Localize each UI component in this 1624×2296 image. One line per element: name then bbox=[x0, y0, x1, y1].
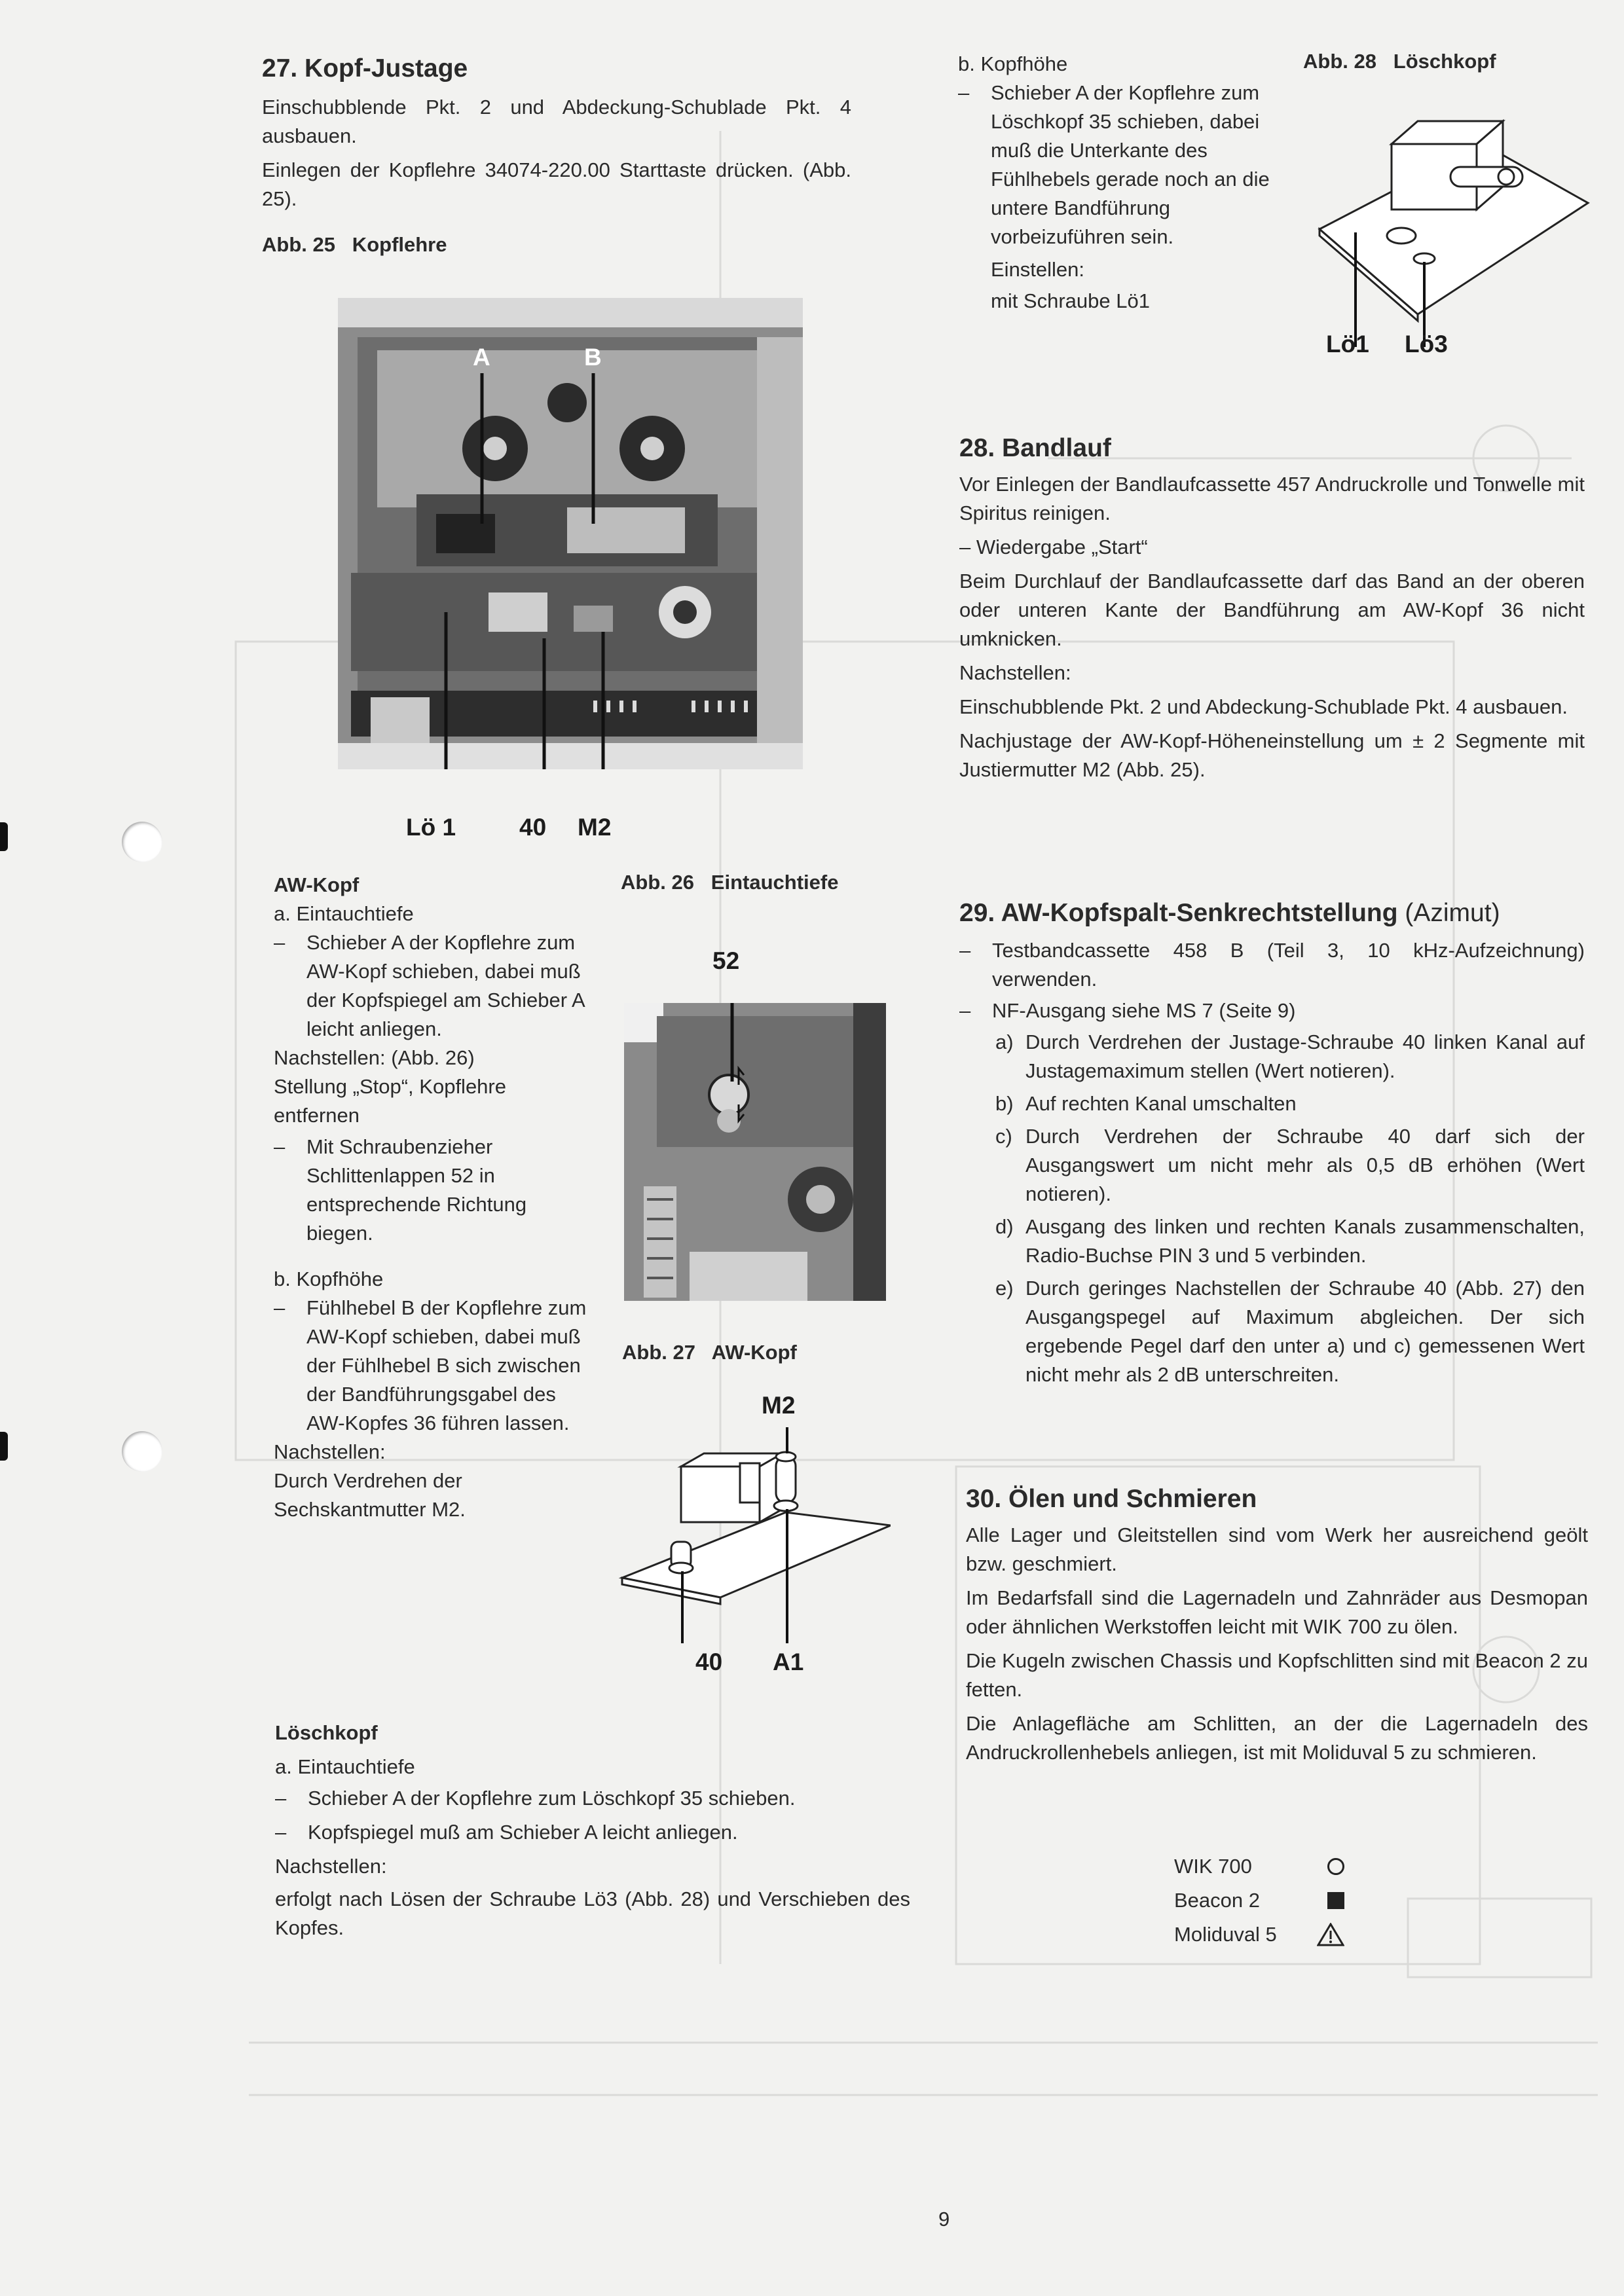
section-29-title-suffix: (Azimut) bbox=[1405, 899, 1500, 927]
section-28-paragraph-1: Vor Einlegen der Bandlaufcassette 457 Andruckrolle und Tonwelle mit Spiritus reinigen. bbox=[959, 473, 1585, 524]
section-30 bbox=[966, 1483, 1588, 1772]
section-30-paragraph-3: Die Kugeln zwischen Chassis und Kopfschlitten sind mit Beacon 2 zu fetten. bbox=[966, 1649, 1588, 1701]
section-27 bbox=[262, 52, 851, 257]
section-27-paragraph-1: Einschubblende Pkt. 2 und Abdeckung-Schublade Pkt. 4 ausbauen. bbox=[262, 96, 851, 147]
aw-kopf-a-item-1: Schieber A der Kopflehre zum AW-Kopf schieben, dabei muß der Kopfspiegel am Schieber A leicht anliegen. bbox=[306, 931, 584, 1040]
legend-label-beacon2: Beacon 2 bbox=[1174, 1889, 1260, 1912]
punch-hole-top bbox=[122, 822, 162, 862]
loeschkopf-text: erfolgt nach Lösen der Schraube Lö3 (Abb. 28) und Verschieben des Kopfes. bbox=[275, 1887, 910, 1939]
section-30-paragraph-1: Alle Lager und Gleitstellen sind vom Werk her ausreichend geölt bzw. geschmiert. bbox=[966, 1523, 1588, 1575]
right-kopfhoehe-label: b. Kopfhöhe bbox=[958, 52, 1068, 75]
section-29-item-a: Durch Verdrehen der Justage-Schraube 40 linken Kanal auf Justagemaximum stellen (Wert notieren). bbox=[1025, 1030, 1585, 1082]
section-29-dash-2: NF-Ausgang siehe MS 7 (Seite 9) bbox=[992, 999, 1296, 1022]
figure-25-label-lo1: Lö 1 bbox=[406, 814, 456, 841]
section-30-title: 30. Ölen und Schmieren bbox=[966, 1485, 1257, 1513]
figure-27-drawing bbox=[616, 1427, 891, 1663]
figure-25-label-40: 40 bbox=[519, 814, 547, 841]
figure-26-label-52: 52 bbox=[712, 947, 740, 974]
figure-25-caption: Abb. 25 Kopflehre bbox=[262, 233, 447, 256]
section-29-item-b: Auf rechten Kanal umschalten bbox=[1025, 1092, 1297, 1115]
figure-26-caption: Abb. 26 Eintauchtiefe bbox=[621, 871, 839, 894]
section-27-paragraph-2: Einlegen der Kopflehre 34074-220.00 Starttaste drücken. (Abb. 25). bbox=[262, 158, 851, 210]
figure-28-label-lo1: Lö1 bbox=[1326, 331, 1369, 357]
aw-kopf-b-text: Durch Verdrehen der Sechskantmutter M2. bbox=[274, 1469, 466, 1521]
aw-kopf-heading: AW-Kopf bbox=[274, 873, 360, 896]
section-29-item-d: Ausgang des linken und rechten Kanals zusammenschalten, Radio-Buchse PIN 3 und 5 verbinden. bbox=[1025, 1215, 1585, 1267]
figure-27-label-40: 40 bbox=[695, 1649, 723, 1675]
section-30-paragraph-4: Die Anlagefläche am Schlitten, an der die Lagernadeln des Andruckrollenhebels anliegen, ist mit Moliduval 5 zu schmieren. bbox=[966, 1712, 1588, 1764]
section-29-item-c: Durch Verdrehen der Schraube 40 darf sich der Ausgangswert um nicht mehr als 0,5 dB erhöhen (Wert notieren). bbox=[1025, 1125, 1585, 1205]
loeschkopf-item-1: Schieber A der Kopflehre zum Löschkopf 35 schieben. bbox=[308, 1787, 796, 1810]
aw-kopf-a-adjust: Nachstellen: (Abb. 26) bbox=[274, 1046, 475, 1069]
binder-mark-bottom bbox=[0, 1432, 8, 1461]
aw-kopf-b-label: b. Kopfhöhe bbox=[274, 1267, 384, 1290]
square-icon bbox=[1327, 1892, 1344, 1909]
right-kopfhoehe: b. Kopfhöhe – Schieber A der Kopflehre zum Löschkopf 35 schieben, dabei muß die Unterkante des Fühlhebels gerade noch an die untere Bandführung vorbeizuführen sein. Einstellen: mit Schraube Lö1 bbox=[958, 50, 1279, 316]
loeschkopf-a-label: a. Eintauchtiefe bbox=[275, 1755, 415, 1778]
figure-25-label-a: A bbox=[473, 344, 490, 371]
aw-kopf-a-stop: Stellung „Stop“, Kopflehre entfernen bbox=[274, 1075, 506, 1127]
figure-25-label-m2: M2 bbox=[578, 814, 612, 841]
aw-kopf-section: AW-Kopf a. Eintauchtiefe – Schieber A der Kopflehre zum AW-Kopf schieben, dabei muß der Kopfspiegel am Schieber A leicht anliegen. Nachstellen: (Abb. 26) Stellung „Stop“, Kopflehre entfernen – Mit Schraubenzieher Schlittenlappen 52 in entsprechende Richtung biegen. b. Kopfhöhe – Fühlhebel B der Kopflehre zum AW-Kopf schieben, dabei muß der Fühlhebel B sich zwischen der Bandführungsgabel des AW-Kopfes 36 führen lassen. Nachstellen: Durch Verdrehen der Sechskantmutter M2. bbox=[274, 871, 588, 1524]
section-28-paragraph-4: Nachstellen: bbox=[959, 661, 1071, 684]
aw-kopf-b-adjust: Nachstellen: bbox=[274, 1440, 386, 1463]
right-kopfhoehe-adjust-text: mit Schraube Lö1 bbox=[991, 289, 1150, 312]
section-30-paragraph-2: Im Bedarfsfall sind die Lagernadeln und Zahnräder aus Desmopan oder ähnlichen Werkstoffen leicht mit WIK 700 zu ölen. bbox=[966, 1586, 1588, 1638]
section-29: 29. AW-Kopfspalt-Senkrechtstellung (Azimut) – Testbandcassette 458 B (Teil 3, 10 kHz-Aufzeichnung) verwenden. – NF-Ausgang siehe MS 7 (Seite 9) a) Durch Verdrehen der Justage-Schraube 40 linken Kanal auf Justagemaximum stellen (Wert notieren). b) Auf rechten Kanal umschalten c) Durch Verdrehen der Schraube 40 darf sich der Ausgangswert um nicht mehr als 0,5 dB erhöhen (Wert notieren). d) Ausgang des linken und rechten Kanals zusammenschalten, Radio-Buchse PIN 3 und 5 verbinden. e) Durch geringes Nachstellen der Schraube 40 (Abb. 27) den Ausgangspegel auf Maximum abgleichen. Der sich ergebende Pegel darf den unter a) und c) gemessenen Wert nicht mehr als 2 dB unterschreiten. bbox=[959, 897, 1585, 1389]
section-29-title: 29. AW-Kopfspalt-Senkrechtstellung bbox=[959, 899, 1398, 927]
figure-28-drawing bbox=[1313, 105, 1595, 354]
section-28-paragraph-5: Einschubblende Pkt. 2 und Abdeckung-Schublade Pkt. 4 ausbauen. bbox=[959, 695, 1568, 718]
lubricant-legend bbox=[1174, 1850, 1344, 1952]
binder-mark-top bbox=[0, 822, 8, 851]
right-kopfhoehe-adjust: Einstellen: bbox=[991, 258, 1085, 281]
aw-kopf-b-item-1: Fühlhebel B der Kopflehre zum AW-Kopf schieben, dabei muß der Fühlhebel B sich zwischen der Bandführungsgabel des AW-Kopfes 36 führen lassen. bbox=[306, 1296, 587, 1434]
loeschkopf-adjust: Nachstellen: bbox=[275, 1855, 387, 1878]
figure-28-caption: Abb. 28 Löschkopf bbox=[1303, 50, 1496, 73]
punch-hole-bottom bbox=[122, 1431, 162, 1472]
section-29-dash-1: Testbandcassette 458 B (Teil 3, 10 kHz-Aufzeichnung) verwenden. bbox=[992, 939, 1585, 991]
legend-label-moliduval5: Moliduval 5 bbox=[1174, 1923, 1277, 1946]
aw-kopf-a-item-2: Mit Schraubenzieher Schlittenlappen 52 in entsprechende Richtung biegen. bbox=[306, 1135, 527, 1245]
loeschkopf-section: Löschkopf a. Eintauchtiefe – Schieber A der Kopflehre zum Löschkopf 35 schieben. – Kopfspiegel muß am Schieber A leicht anliegen. Nachstellen: erfolgt nach Lösen der Schraube Lö3 (Abb. 28) und Verschieben des Kopfes. bbox=[275, 1719, 910, 1942]
section-28-paragraph-2: – Wiedergabe „Start“ bbox=[959, 536, 1148, 558]
legend-label-wik700: WIK 700 bbox=[1174, 1855, 1252, 1878]
section-29-item-e: Durch geringes Nachstellen der Schraube 40 (Abb. 27) den Ausgangspegel auf Maximum abgleichen. Der sich ergebende Pegel darf den unter a) und c) gemessenen Wert nicht mehr als 2 dB unterschreiten. bbox=[1025, 1277, 1585, 1386]
loeschkopf-item-2: Kopfspiegel muß am Schieber A leicht anliegen. bbox=[308, 1821, 738, 1844]
figure-26-photo bbox=[624, 1003, 886, 1301]
figure-27-label-a1: A1 bbox=[773, 1649, 804, 1675]
section-27-title: 27. Kopf-Justage bbox=[262, 54, 468, 82]
aw-kopf-a-label: a. Eintauchtiefe bbox=[274, 902, 414, 925]
section-28 bbox=[959, 432, 1585, 790]
figure-27-label-m2: M2 bbox=[762, 1392, 796, 1419]
section-28-title: 28. Bandlauf bbox=[959, 434, 1111, 462]
figure-25-label-b: B bbox=[584, 344, 602, 371]
figure-28-label-lo3: Lö3 bbox=[1405, 331, 1448, 357]
right-kopfhoehe-item: Schieber A der Kopflehre zum Löschkopf 35 schieben, dabei muß die Unterkante des Fühlhebels gerade noch an die untere Bandführung vorbeizuführen sein. bbox=[991, 81, 1270, 248]
section-28-paragraph-6: Nachjustage der AW-Kopf-Höheneinstellung um ± 2 Segmente mit Justiermutter M2 (Abb. 25). bbox=[959, 729, 1585, 781]
section-28-paragraph-3: Beim Durchlauf der Bandlaufcassette darf das Band an der oberen oder unteren Kante der Bandführung am AW-Kopf 36 nicht umknicken. bbox=[959, 570, 1585, 650]
figure-27-caption: Abb. 27 AW-Kopf bbox=[622, 1341, 797, 1364]
warning-triangle-icon bbox=[1317, 1923, 1344, 1946]
loeschkopf-heading: Löschkopf bbox=[275, 1721, 378, 1744]
circle-icon bbox=[1327, 1858, 1344, 1875]
page-number: 9 bbox=[938, 2208, 950, 2231]
figure-25-photo bbox=[338, 298, 803, 769]
